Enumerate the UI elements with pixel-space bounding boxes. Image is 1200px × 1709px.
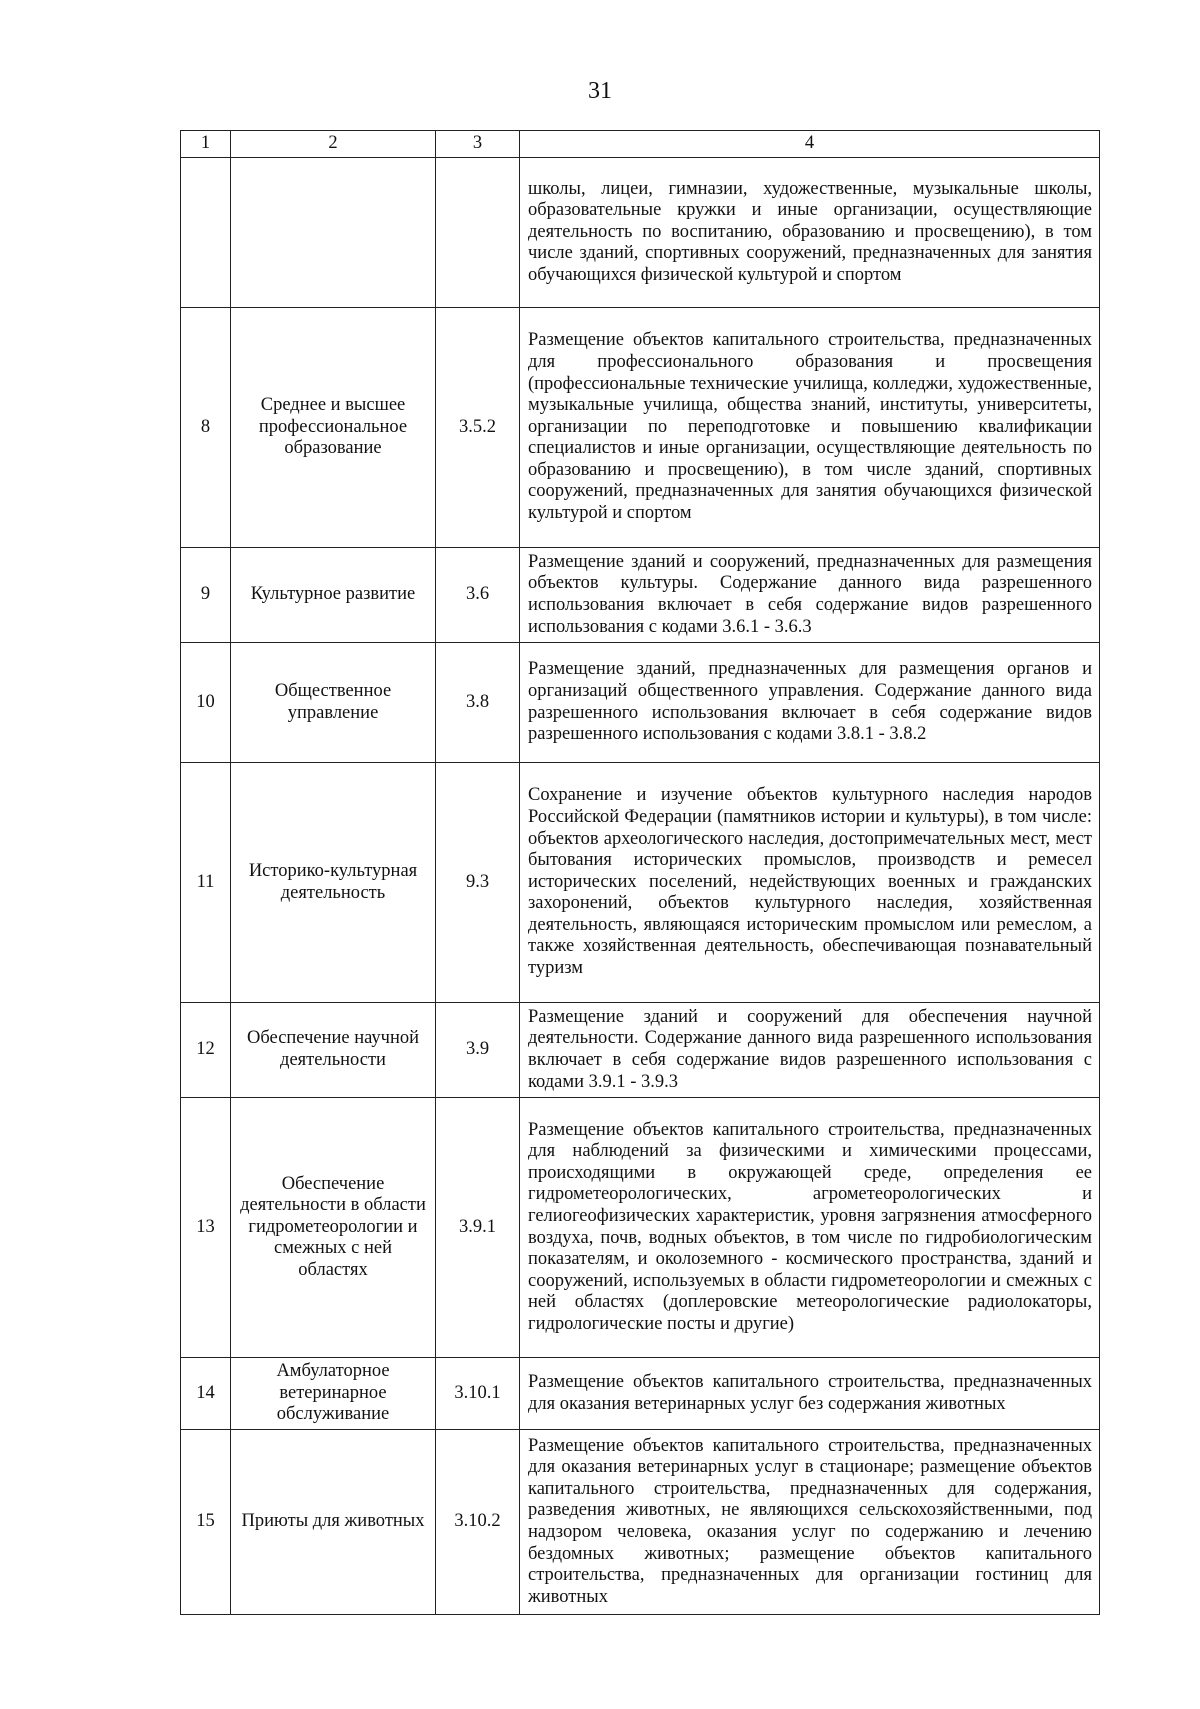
table-row (181, 1358, 1100, 1430)
page-number: 31 (588, 78, 612, 104)
row-number: 13 (181, 1098, 231, 1358)
use-type-name: Амбулаторное ветеринарное обслуживание (231, 1358, 436, 1430)
table-row (181, 158, 1100, 308)
row-number: 9 (181, 548, 231, 643)
table-row (181, 548, 1100, 643)
use-type-description: Размещение зданий и сооружений для обеспечения научной деятельности. Содержание данного вида разрешенного использования включает в себя содержание видов разрешенного использования с кодами 3.9.1 - 3.9.3 (520, 1003, 1100, 1098)
use-type-name: Общественное управление (231, 643, 436, 763)
use-type-description: Сохранение и изучение объектов культурного наследия народов Российской Федерации (памятников истории и культуры), в том числе: объектов археологического наследия, достопримечательных мест, мест бытования исторических промыслов, производств и ремесел исторических поселений, недействующих военных и гражданских захоронений, объектов культурного наследия, хозяйственная деятельность, являющаяся историческим промыслом или ремеслом, а также хозяйственная деятельность, обеспечивающая познавательный туризм (520, 763, 1100, 1003)
use-type-description: Размещение зданий и сооружений, предназначенных для размещения объектов культуры. Содержание данного вида разрешенного использования включает в себя содержание видов разрешенного использования с кодами 3.6.1 - 3.6.3 (520, 548, 1100, 643)
use-type-code (436, 158, 520, 308)
use-type-name: Приюты для животных (231, 1430, 436, 1615)
column-header: 3 (436, 131, 520, 158)
use-type-description: Размещение объектов капитального строительства, предназначенных для профессионального образования и просвещения (профессиональные технические училища, колледжи, художественные, музыкальные училища, общества знаний, институты, университеты, организации по переподготовке и повышению квалификации специалистов и иные организации, осуществляющие деятельность по образованию и просвещению), в том числе зданий, спортивных сооружений, предназначенных для занятия обучающихся физической культурой и спортом (520, 308, 1100, 548)
use-type-name: Обеспечение научной деятельности (231, 1003, 436, 1098)
use-type-name: Культурное развитие (231, 548, 436, 643)
row-number: 12 (181, 1003, 231, 1098)
use-type-name: Историко-культурная деятельность (231, 763, 436, 1003)
row-number: 11 (181, 763, 231, 1003)
table-row (181, 763, 1100, 1003)
column-header: 1 (181, 131, 231, 158)
use-type-description: школы, лицеи, гимназии, художественные, музыкальные школы, образовательные кружки и иные организации, осуществляющие деятельность по воспитанию, образованию и просвещению), в том числе зданий, спортивных сооружений, предназначенных для занятия обучающихся физической культурой и спортом (520, 158, 1100, 308)
use-type-code: 3.9.1 (436, 1098, 520, 1358)
use-type-description: Размещение объектов капитального строительства, предназначенных для оказания ветеринарных услуг в стационаре; размещение объектов капитального строительства, предназначенных для содержания, разведения животных, не являющихся сельскохозяйственными, под надзором человека, оказания услуг по содержанию и лечению бездомных животных; размещение объектов капитального строительства, предназначенных для организации гостиниц для животных (520, 1430, 1100, 1615)
column-header: 2 (231, 131, 436, 158)
table-row (181, 1098, 1100, 1358)
table-row (181, 1430, 1100, 1615)
use-type-code: 3.8 (436, 643, 520, 763)
use-type-code: 3.5.2 (436, 308, 520, 548)
land-use-table (180, 130, 1100, 1615)
row-number: 8 (181, 308, 231, 548)
use-type-code: 9.3 (436, 763, 520, 1003)
use-type-description: Размещение объектов капитального строительства, предназначенных для наблюдений за физическими и химическими процессами, происходящими в окружающей среде, определения ее гидрометеорологических, агрометеорологических и гелиогеофизических характеристик, уровня загрязнения атмосферного воздуха, почв, водных объектов, в том числе по гидробиологическим показателям, и околоземного - космического пространства, зданий и сооружений, используемых в области гидрометеорологии и смежных с ней областях (доплеровские метеорологические радиолокаторы, гидрологические посты и другие) (520, 1098, 1100, 1358)
row-number: 14 (181, 1358, 231, 1430)
use-type-code: 3.10.2 (436, 1430, 520, 1615)
use-type-description: Размещение зданий, предназначенных для размещения органов и организаций общественного управления. Содержание данного вида разрешенного использования включает в себя содержание видов разрешенного использования с кодами 3.8.1 - 3.8.2 (520, 643, 1100, 763)
row-number: 15 (181, 1430, 231, 1615)
table-row (181, 308, 1100, 548)
use-type-name: Обеспечение деятельности в области гидрометеорологии и смежных с ней областях (231, 1098, 436, 1358)
table-header-row (181, 131, 1100, 158)
use-type-code: 3.6 (436, 548, 520, 643)
use-type-name (231, 158, 436, 308)
table-row (181, 643, 1100, 763)
row-number (181, 158, 231, 308)
use-type-code: 3.9 (436, 1003, 520, 1098)
row-number: 10 (181, 643, 231, 763)
column-header: 4 (520, 131, 1100, 158)
table-row (181, 1003, 1100, 1098)
use-type-code: 3.10.1 (436, 1358, 520, 1430)
use-type-description: Размещение объектов капитального строительства, предназначенных для оказания ветеринарных услуг без содержания животных (520, 1358, 1100, 1430)
use-type-name: Среднее и высшее профессиональное образование (231, 308, 436, 548)
